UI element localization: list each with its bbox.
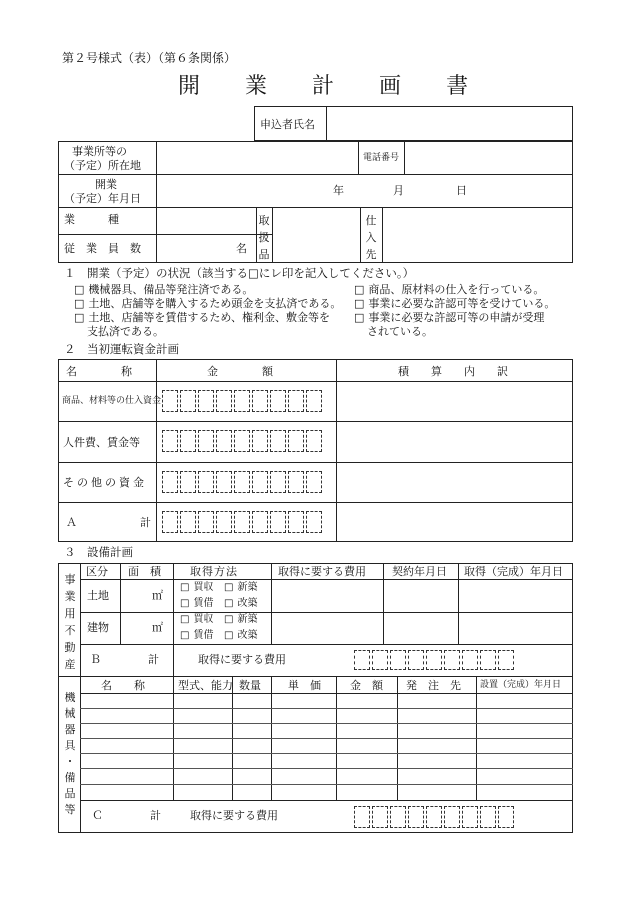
employees-field[interactable] (160, 236, 230, 261)
area-unit: ㎡ (152, 621, 163, 634)
address-field[interactable] (160, 143, 356, 172)
land-label: 土地 (87, 589, 109, 602)
status-check-2[interactable]: □ 土地、店舗等を購入するため頭金を支払済である。 (74, 298, 341, 309)
open-date-label: 開業 (95, 178, 117, 191)
funds-row-label: 人件費、賃金等 (63, 436, 140, 449)
status-check-5[interactable]: □ 事業に必要な許認可等を受けている。 (354, 298, 555, 309)
funds-row-label: その他の資金 (63, 476, 147, 489)
col-cost: 取得に要する費用 (278, 565, 366, 578)
open-date-label-2: （予定）年月日 (64, 192, 141, 205)
building-buy-check[interactable]: □ 買収 (180, 615, 213, 625)
employees-label: 従 業 員 数 (64, 242, 141, 255)
land-renovate-check[interactable]: □ 改築 (224, 599, 257, 609)
eq-col-order: 発 注 先 (406, 679, 461, 692)
page-title (178, 76, 468, 98)
col-area: 面 積 (128, 565, 161, 578)
building-rent-check[interactable]: □ 賃借 (180, 631, 213, 641)
persons-unit: 名 (236, 242, 247, 255)
section2-heading: ２ 当初運転資金計画 (64, 342, 179, 356)
breakdown-field[interactable] (340, 465, 570, 501)
cost-c-cells[interactable] (354, 806, 516, 828)
breakdown-field[interactable] (340, 424, 570, 460)
funds-col-breakdown: 積 算 内 訳 (398, 365, 508, 378)
title-char: 画 (379, 74, 402, 99)
status-check-6-cont: されている。 (367, 325, 433, 338)
funds-row-label: 商品、材料等の仕入資金 (62, 396, 162, 406)
industry-field[interactable] (160, 209, 254, 232)
status-check-1[interactable]: □ 機械器具、備品等発注済である。 (74, 284, 253, 295)
cost-c-label: 取得に要する費用 (190, 809, 278, 822)
land-new-check[interactable]: □ 新築 (224, 583, 257, 593)
eq-col-unit-price: 単 価 (288, 679, 321, 692)
land-rent-check[interactable]: □ 賃借 (180, 599, 213, 609)
funds-col-name: 名 称 (66, 365, 132, 378)
products-label: 取 扱 品 (258, 214, 270, 262)
form-label: 第２号様式（表）（第６条関係） (62, 51, 237, 65)
building-label: 建物 (87, 621, 109, 634)
building-new-check[interactable]: □ 新築 (224, 615, 257, 625)
col-category: 区分 (86, 565, 108, 578)
total-b-label: 計 (148, 653, 159, 666)
applicant-name-field[interactable] (330, 108, 570, 139)
eq-col-qty: 数量 (239, 679, 261, 692)
total-b: Ｂ (90, 653, 101, 666)
address-label: 事業所等の (72, 145, 127, 158)
amount-cells[interactable] (162, 471, 324, 493)
total-c-label: 計 (150, 809, 161, 822)
land-buy-check[interactable]: □ 買収 (180, 583, 213, 593)
title-char: 計 (312, 74, 335, 99)
open-date-field[interactable] (160, 176, 570, 205)
day-label: 日 (456, 184, 467, 197)
section1-heading: １ 開業（予定）の状況（該当する□にレ印を記入してください。） (64, 266, 415, 280)
section3-heading: ３ 設備計画 (64, 545, 133, 559)
total-c: Ｃ (92, 809, 103, 822)
applicant-name-label: 申込者氏名 (260, 118, 315, 131)
amount-cells[interactable] (162, 390, 324, 412)
breakdown-field[interactable] (340, 505, 570, 540)
phone-field[interactable] (408, 143, 570, 172)
year-label: 年 (333, 184, 344, 197)
col-completion: 取得（完成）年月日 (464, 565, 563, 578)
funds-total-label: 計 (140, 516, 151, 529)
title-char: 業 (245, 74, 268, 99)
status-check-3-cont: 支払済である。 (87, 325, 164, 338)
month-label: 月 (393, 184, 404, 197)
phone-label: 電話番号 (363, 153, 400, 163)
equipment-plan-table (58, 563, 573, 833)
eq-col-model: 型式、能力 (178, 679, 233, 692)
funds-total-a: Ａ (66, 516, 77, 529)
industry-label: 業 種 (64, 213, 119, 226)
real-estate-label: 事 業 用 不 動 産 (64, 573, 76, 672)
col-contract: 契約年月日 (392, 565, 447, 578)
col-method: 取得方法 (190, 565, 238, 578)
equipment-label: 機 械 器 具 ・ 備 品 等 (64, 691, 76, 816)
address-label-2: （予定）所在地 (64, 159, 141, 172)
status-check-3[interactable]: □ 土地、店舗等を賃借するため、権利金、敷金等を (74, 312, 330, 323)
breakdown-field[interactable] (340, 384, 570, 420)
amount-cells[interactable] (162, 430, 324, 452)
title-char: 書 (446, 74, 469, 99)
cost-b-label: 取得に要する費用 (198, 653, 286, 666)
supplier-label: 仕 入 先 (365, 214, 377, 262)
eq-col-name: 名 称 (101, 679, 145, 692)
funds-col-amount: 金 額 (207, 365, 273, 378)
eq-col-install: 設置（完成）年月日 (480, 680, 562, 690)
area-unit: ㎡ (152, 589, 163, 602)
amount-cells[interactable] (162, 511, 324, 533)
eq-col-amount: 金 額 (350, 679, 383, 692)
status-check-6[interactable]: □ 事業に必要な許認可等の申請が受理 (354, 312, 544, 323)
building-renovate-check[interactable]: □ 改築 (224, 631, 257, 641)
status-check-4[interactable]: □ 商品、原材料の仕入を行っている。 (354, 284, 544, 295)
supplier-field[interactable] (386, 209, 570, 261)
products-field[interactable] (276, 209, 358, 261)
title-char: 開 (178, 74, 201, 99)
cost-b-cells[interactable] (354, 650, 516, 670)
